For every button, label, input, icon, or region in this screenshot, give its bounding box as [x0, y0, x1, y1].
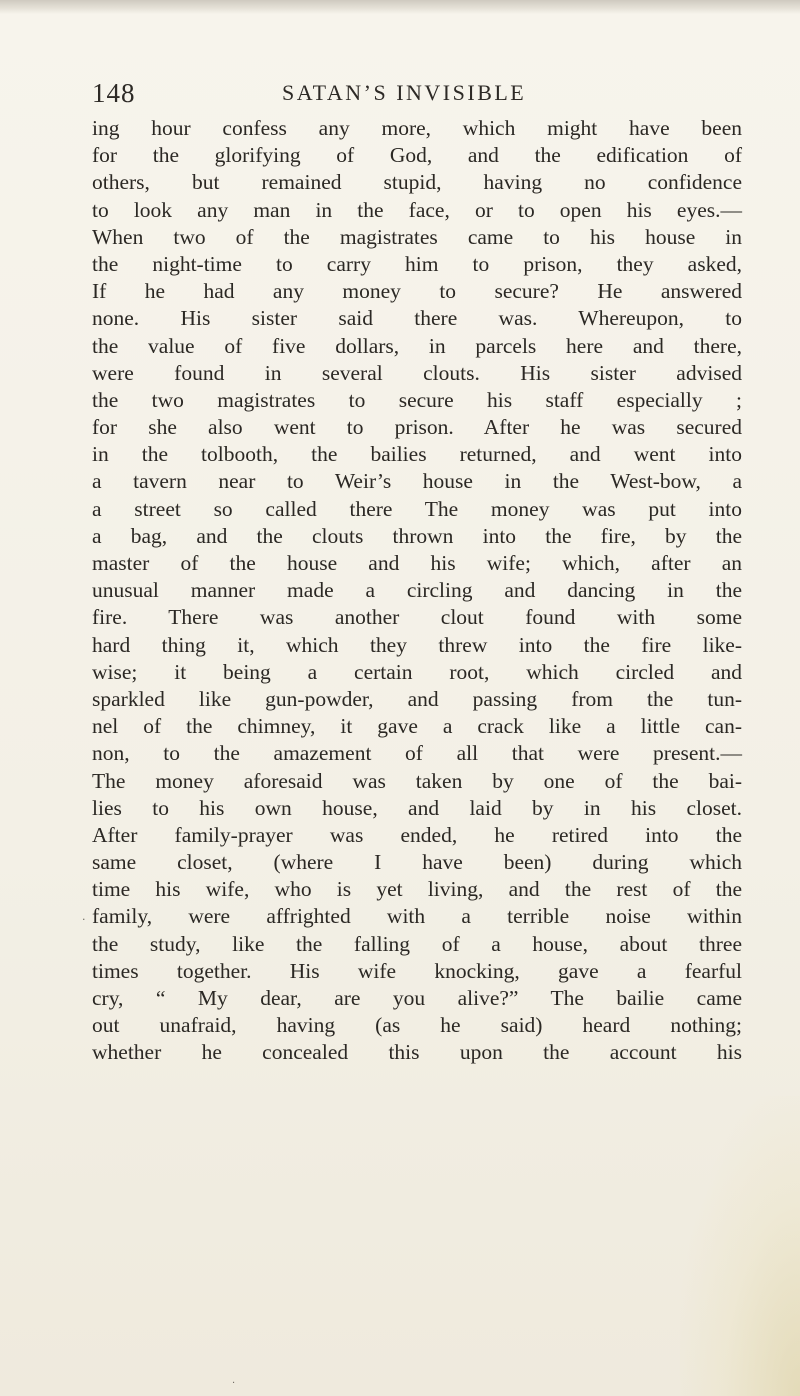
text-line: If he had any money to secure? He answered	[92, 279, 742, 304]
text-line: were found in several clouts. His sister advised	[92, 360, 742, 385]
text-line: a bag, and the clouts thrown into the fire, by the	[92, 523, 742, 548]
page-number: 148	[92, 78, 136, 108]
text-line: fire. There was another clout found with some	[92, 605, 742, 630]
text-line: others, but remained stupid, having no confidence	[92, 170, 742, 195]
text-line: non, to the amazement of all that were present.—	[92, 741, 742, 766]
text-line: time his wife, who is yet living, and the rest of the	[92, 877, 742, 902]
running-head: SATAN’S INVISIBLE	[282, 80, 527, 105]
text-line: family, were affrighted with a terrible noise within	[92, 904, 742, 929]
text-line: to look any man in the face, or to open his eyes.—	[92, 197, 742, 222]
text-line: for she also went to prison. After he was secured	[92, 415, 742, 440]
text-line: out unafraid, having (as he said) heard nothing;	[92, 1013, 742, 1038]
text-line: After family-prayer was ended, he retired into the	[92, 822, 742, 847]
text-line: the two magistrates to secure his staff especially ;	[92, 387, 742, 412]
text-line: sparkled like gun-powder, and passing from the tun-	[92, 686, 742, 711]
page-stain	[680, 1096, 800, 1396]
text-line: nel of the chimney, it gave a crack like a little can-	[92, 714, 742, 739]
text-line: lies to his own house, and laid by in his closet.	[92, 795, 742, 820]
body-text	[92, 115, 742, 1067]
ink-speck: ·	[232, 1378, 236, 1389]
text-line: same closet, (where I have been) during which	[92, 850, 742, 875]
text-line: a tavern near to Weir’s house in the West-bow, a	[92, 469, 742, 494]
text-line: When two of the magistrates came to his house in	[92, 224, 742, 249]
text-line: hard thing it, which they threw into the fire like-	[92, 632, 742, 657]
text-line: master of the house and his wife; which, after an	[92, 551, 742, 575]
text-line: unusual manner made a circling and dancing in the	[92, 578, 742, 603]
ink-speck: ·	[82, 913, 86, 926]
text-line: wise; it being a certain root, which circled and	[92, 659, 742, 684]
text-line: whether he concealed this upon the account his	[92, 1040, 742, 1065]
text-line: a street so called there The money was put into	[92, 496, 742, 521]
text-line: times together. His wife knocking, gave a fearful	[92, 958, 742, 983]
text-line: The money aforesaid was taken by one of the bai-	[92, 768, 742, 793]
text-line: the study, like the falling of a house, about three	[92, 931, 742, 956]
text-line: in the tolbooth, the bailies returned, and went into	[92, 442, 742, 467]
text-line: cry, “ My dear, are you alive?” The bailie came	[92, 986, 742, 1010]
page-top-edge	[0, 0, 800, 14]
text-line: ing hour confess any more, which might have been	[92, 116, 742, 140]
text-line: the night-time to carry him to prison, they asked,	[92, 251, 742, 276]
text-line: the value of five dollars, in parcels here and there,	[92, 333, 742, 358]
page-header	[92, 78, 732, 118]
text-line: for the glorifying of God, and the edification of	[92, 143, 742, 168]
text-line: none. His sister said there was. Whereupon, to	[92, 306, 742, 331]
